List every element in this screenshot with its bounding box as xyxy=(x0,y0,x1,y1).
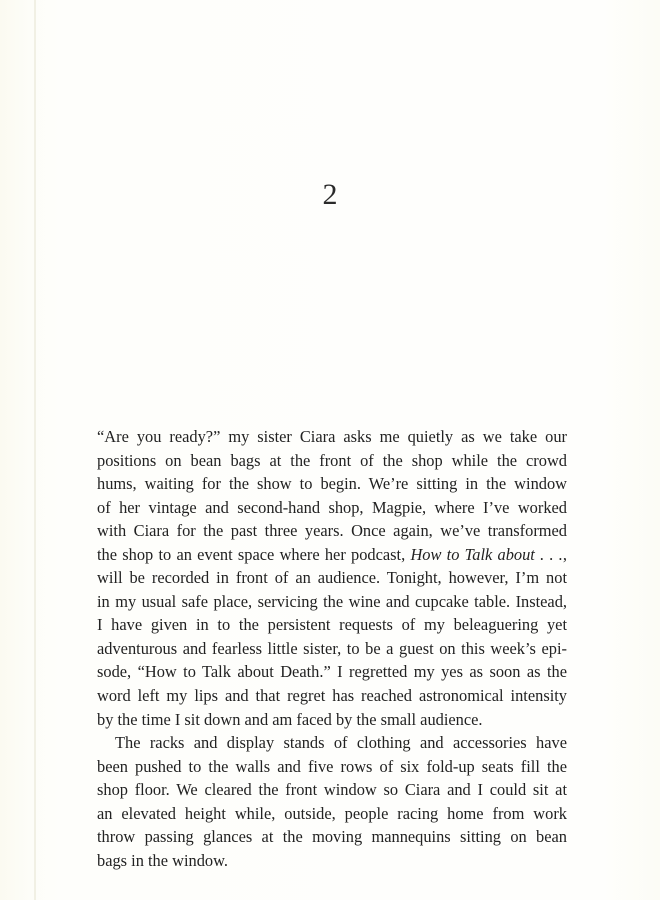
text-line-with-podcast-title xyxy=(97,543,567,567)
text-line: throw passing glances at the moving mannequins sitting on bean xyxy=(97,827,567,847)
text-line: I have given in to the persistent requests of my beleaguering yet xyxy=(97,615,567,635)
text-line: in my usual safe place, servicing the wine and cupcake table. Instead, xyxy=(97,591,567,611)
text-line: bags in the window. xyxy=(97,850,228,870)
text-line: will be recorded in front of an audience. Tonight, however, I’m not xyxy=(97,568,567,588)
text-line: The racks and display stands of clothing and accessories have xyxy=(115,733,567,753)
text-line: of her vintage and second-hand shop, Magpie, where I’ve worked xyxy=(97,497,567,517)
text-line: hums, waiting for the show to begin. We’re sitting in the window xyxy=(97,474,567,494)
text-line: sode, “How to Talk about Death.” I regretted my yes as soon as the xyxy=(97,662,567,682)
text-line: by the time I sit down and am faced by the small audience. xyxy=(97,709,483,729)
text-line: positions on bean bags at the front of the shop while the crowd xyxy=(97,450,567,470)
text-line: been pushed to the walls and five rows of six fold-up seats fill the xyxy=(97,756,567,776)
podcast-title: How to Talk about . . . xyxy=(410,544,563,564)
text-line: word left my lips and that regret has reached astronomical intensity xyxy=(97,686,567,706)
text-fragment: , xyxy=(562,544,567,564)
page-edge-shadow xyxy=(34,0,36,900)
text-line: with Ciara for the past three years. Once again, we’ve transformed xyxy=(97,521,567,541)
text-line: “Are you ready?” my sister Ciara asks me quietly as we take our xyxy=(97,427,567,446)
text-line: an elevated height while, outside, people racing home from work xyxy=(97,803,567,823)
text-line: adventurous and fearless little sister, to be a guest on this week’s epi- xyxy=(97,638,567,658)
text-line: shop floor. We cleared the front window so Ciara and I could sit at xyxy=(97,780,567,800)
chapter-body xyxy=(97,425,567,872)
chapter-number: 2 xyxy=(322,178,338,211)
text-fragment: the shop to an event space where her podcast, xyxy=(97,544,411,564)
